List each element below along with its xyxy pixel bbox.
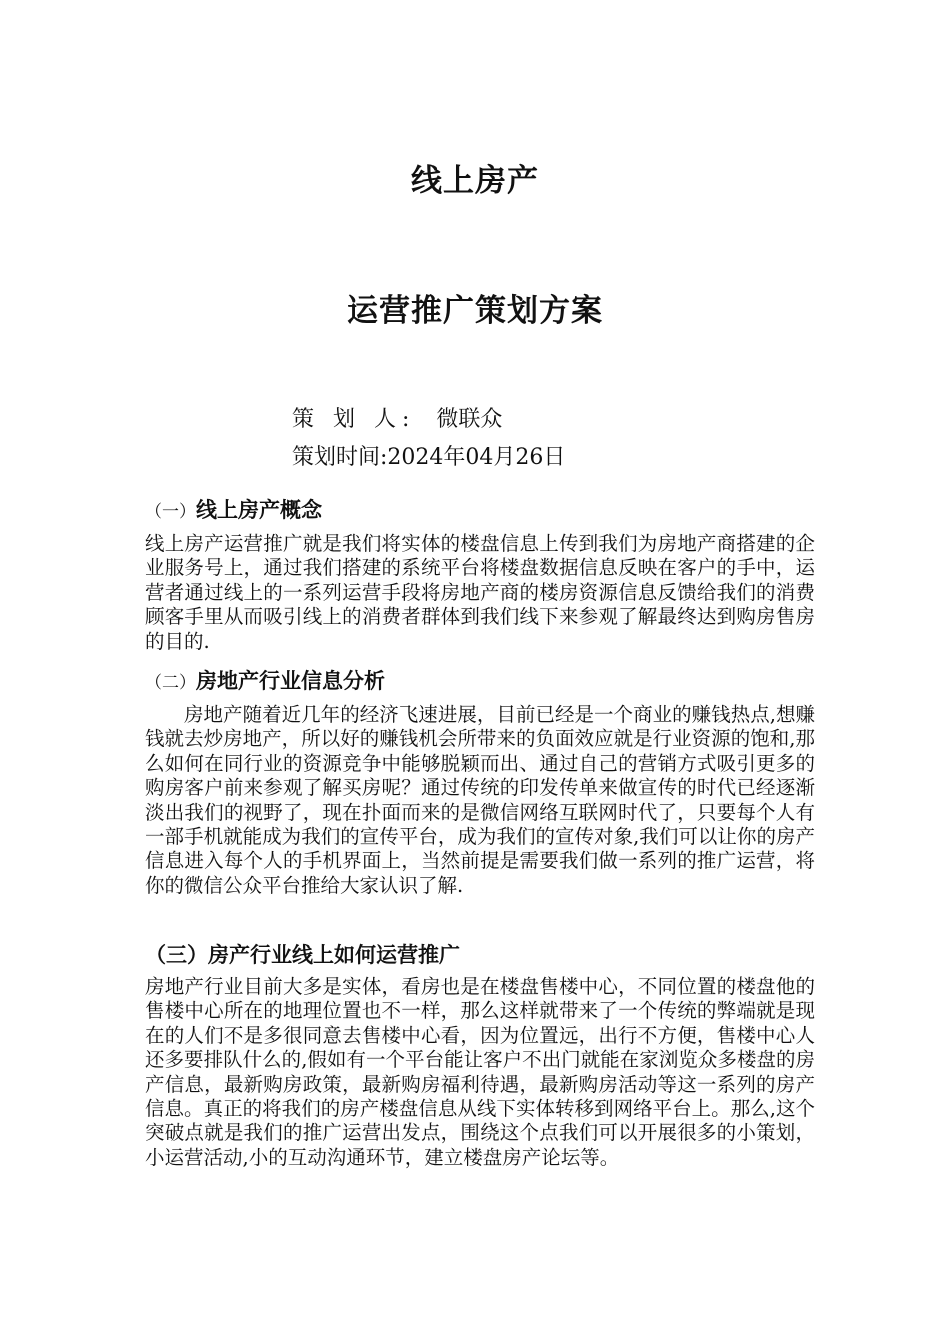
section-title: 线上房产概念 — [196, 498, 322, 522]
section-title: 房产行业线上如何运营推广 — [208, 943, 460, 967]
section-title: 房地产行业信息分析 — [196, 669, 385, 693]
section-heading — [145, 941, 815, 969]
section-heading — [145, 496, 815, 526]
section-number: （二） — [145, 673, 196, 693]
section-body: 房地产随着近几年的经济飞速进展，目前已经是一个商业的赚钱热点,想赚钱就去炒房地产，所以好的赚钱机会所带来的负面效应就是行业资源的饱和,那么如何在同行业的资源竞争中能够脱颖而出、通过自己的营销方式吸引更多的购房客户前来参观了解买房呢？通过传统的印发传单来做宣传的时代已经逐渐淡出我们的视野了，现在扑面而来的是微信网络互联网时代了，只要每个人有一部手机就能成为我们的宣传平台，成为我们的宣传对象,我们可以让你的房产信息进入每个人的手机界面上，当然前提是需要我们做一系列的推广运营，将你的微信公众平台推给大家认识了解. — [145, 703, 815, 897]
planner-name: 微联众 — [436, 407, 503, 432]
planner-label: 策 划 人: — [292, 407, 416, 432]
section-body: 房地产行业目前大多是实体，看房也是在楼盘售楼中心，不同位置的楼盘他的售楼中心所在的地理位置也不一样，那么这样就带来了一个传统的弊端就是现在的人们不是多很同意去售楼中心看，因为位置远，出行不方便，售楼中心人还多要排队什么的,假如有一个平台能让客户不出门就能在家浏览众多楼盘的房产信息，最新购房政策，最新购房福利待遇，最新购房活动等这一系列的房产信息。真正的将我们的房产楼盘信息从线下实体转移到网络平台上。那么,这个突破点就是我们的推广运营出发点，围绕这个点我们可以开展很多的小策划，小运营活动,小的互动沟通环节，建立楼盘房产论坛等。 — [145, 975, 815, 1169]
section-industry-analysis — [145, 667, 815, 898]
section-number: （三） — [145, 943, 208, 967]
document-title: 线上房产 — [411, 163, 539, 199]
section-number: （一） — [145, 502, 196, 522]
document-subtitle: 运营推广策划方案 — [347, 293, 603, 329]
section-heading — [145, 667, 815, 697]
section-online-promotion — [145, 941, 815, 1170]
section-body: 线上房产运营推广就是我们将实体的楼盘信息上传到我们为房地产商搭建的企业服务号上，通过我们搭建的系统平台将楼盘数据信息反映在客户的手中，运营者通过线上的一系列运营手段将房地产商的楼房资源信息反馈给我们的消费顾客手里从而吸引线上的消费者群体到我们线下来参观了解最终达到购房售房的目的. — [145, 532, 815, 653]
section-concept — [145, 496, 815, 654]
planner-line — [292, 402, 502, 433]
plan-date: 策划时间:2024年04月26日 — [292, 445, 566, 470]
